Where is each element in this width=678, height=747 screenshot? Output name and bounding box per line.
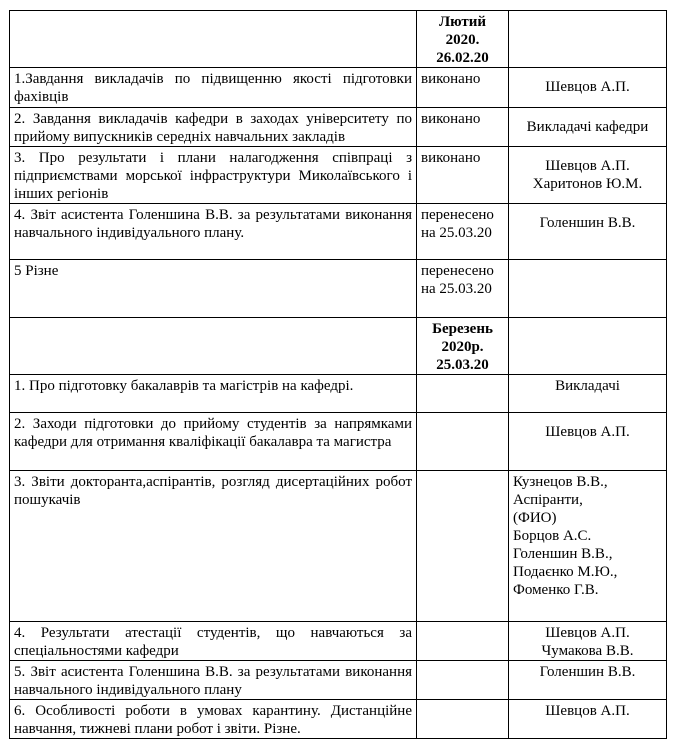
status-cell bbox=[417, 413, 509, 471]
table-row bbox=[10, 661, 667, 700]
table-row bbox=[10, 700, 667, 739]
table-row bbox=[10, 413, 667, 471]
agenda-item: 2. Завдання викладачів кафедри в заходах університету по прийому випускників середніх навчальних закладів bbox=[10, 108, 417, 147]
status-cell: виконано bbox=[417, 147, 509, 204]
status-cell: перенесено на 25.03.20 bbox=[417, 204, 509, 260]
agenda-item: 4. Результати атестації студентів, що навчаються за спеціальностями кафедри bbox=[10, 622, 417, 661]
responsible-cell: Шевцов А.П. bbox=[509, 413, 667, 471]
table-row bbox=[10, 147, 667, 204]
status-cell bbox=[417, 622, 509, 661]
agenda-item: 1. Про підготовку бакалаврів та магістрів на кафедрі. bbox=[10, 375, 417, 413]
agenda-item: 6. Особливості роботи в умовах карантину. Дистанційне навчання, тижневі плани робот і звіти. Різне. bbox=[10, 700, 417, 739]
agenda-item: 4. Звіт асистента Голеншина В.В. за результатами виконання навчального індивідуального плану. bbox=[10, 204, 417, 260]
agenda-table bbox=[9, 10, 667, 739]
empty-cell bbox=[509, 318, 667, 375]
empty-cell bbox=[509, 11, 667, 68]
section-header-row bbox=[10, 318, 667, 375]
table-row bbox=[10, 204, 667, 260]
status-cell bbox=[417, 700, 509, 739]
status-cell bbox=[417, 375, 509, 413]
agenda-item: 1.Завдання викладачів по підвищенню якості підготовки фахівців bbox=[10, 68, 417, 108]
table-row bbox=[10, 108, 667, 147]
responsible-cell bbox=[509, 260, 667, 318]
responsible-cell: Шевцов А.П. Харитонов Ю.М. bbox=[509, 147, 667, 204]
table-row bbox=[10, 622, 667, 661]
responsible-cell: Голеншин В.В. bbox=[509, 204, 667, 260]
section-date-header: Березень 2020р. 25.03.20 bbox=[417, 318, 509, 375]
table-row bbox=[10, 260, 667, 318]
section-header-row bbox=[10, 11, 667, 68]
agenda-item: 3. Звіти докторанта,аспірантів, розгляд дисертаційних робот пошукачів bbox=[10, 471, 417, 622]
status-cell: виконано bbox=[417, 68, 509, 108]
agenda-item: 5. Звіт асистента Голеншина В.В. за результатами виконання навчального індивідуального плану bbox=[10, 661, 417, 700]
table-row bbox=[10, 471, 667, 622]
agenda-item: 2. Заходи підготовки до прийому студентів за напрямками кафедри для отримання кваліфікації бакалавра та магистра bbox=[10, 413, 417, 471]
status-cell bbox=[417, 661, 509, 700]
responsible-cell: Кузнецов В.В., Аспіранти, (ФИО) Борцов А.С. Голеншин В.В., Подаєнко М.Ю., Фоменко Г.В. bbox=[509, 471, 667, 622]
section-date-header: Лютий 2020. 26.02.20 bbox=[417, 11, 509, 68]
responsible-cell: Викладачі bbox=[509, 375, 667, 413]
responsible-cell: Шевцов А.П. Чумакова В.В. bbox=[509, 622, 667, 661]
responsible-cell: Голеншин В.В. bbox=[509, 661, 667, 700]
empty-cell bbox=[10, 318, 417, 375]
responsible-cell: Викладачі кафедри bbox=[509, 108, 667, 147]
responsible-cell: Шевцов А.П. bbox=[509, 68, 667, 108]
table-row bbox=[10, 68, 667, 108]
table-row bbox=[10, 375, 667, 413]
empty-cell bbox=[10, 11, 417, 68]
agenda-item: 3. Про результати і плани налагодження співпраці з підприємствами морської інфраструктури Миколаївського і інших регіонів bbox=[10, 147, 417, 204]
agenda-item: 5 Різне bbox=[10, 260, 417, 318]
status-cell bbox=[417, 471, 509, 622]
status-cell: перенесено на 25.03.20 bbox=[417, 260, 509, 318]
status-cell: виконано bbox=[417, 108, 509, 147]
responsible-cell: Шевцов А.П. bbox=[509, 700, 667, 739]
